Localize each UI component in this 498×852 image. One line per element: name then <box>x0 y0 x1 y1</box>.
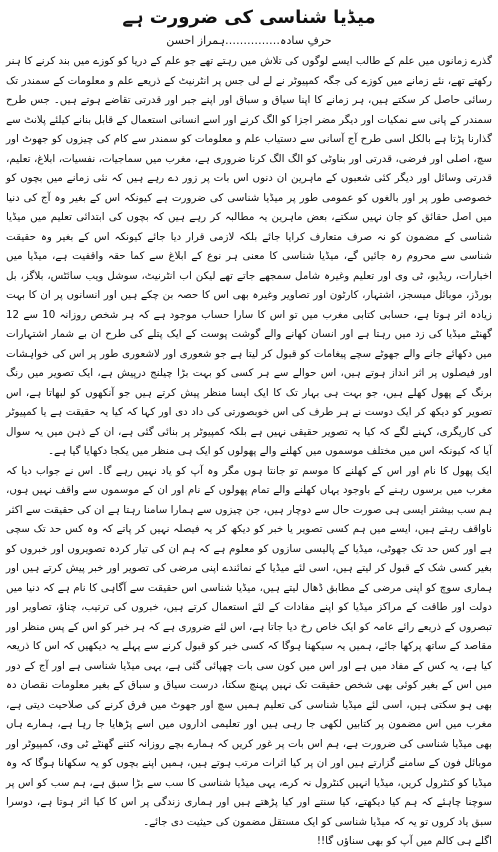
article-closing: اگلے ہی کالم میں آپ کو بھی سناؤں گا!! <box>316 835 492 847</box>
article-paragraph-2: ایک پھول کا نام اور اس کے کھلنے کا موسم تو جانتا ہوں مگر وہ آپ کو یاد نہیں رہے گا۔ اس نے جواب دیا کہ مغرب میں برسوں رہنے کے باوجود یہاں کھلنے والے تمام پھولوں کے نام اور ان کے موسموں سے واقف نہیں ہوں، ہم سب بیشتر ایسی ہی صورت حال سے دوچار ہیں، جن چیزوں سے ہمارا سامنا رہتا ہے ان کی حقیقت سے اکثر ناواقف رہتے ہیں، ایسے میں ہم کسی تصویر یا خبر کو دیکھ کر یہ فیصلہ نہیں کر پاتے کہ وہ کس حد تک سچی ہے اور کس حد تک جھوٹی، میڈیا کے پالیسی سازوں کو معلوم ہے کہ ہم ان کی تیار کردہ تصویروں اور خبروں کو بغیر کسی شک کے قبول کر لیتے ہیں، اسی لئے میڈیا کے نمائندے اپنی مرضی کی تصویر اور خبر پیش کرتے ہیں اور ہماری سوچ کو اپنی مرضی کے مطابق ڈھال لیتے ہیں، میڈیا شناسی اس حقیقت سے آگاہی کا نام ہے کہ دنیا میں دولت اور طاقت کے مراکز میڈیا کو اپنے مفادات کے لئے استعمال کرتے ہیں، خبروں کی ترتیب، چناؤ، تصاویر اور تبصروں کے ذریعے رائے عامہ کو ایک خاص رخ دیا جاتا ہے، اس لئے ضروری ہے کہ ہر خبر کو اس کے پس منظر اور مقاصد کے ساتھ پرکھا جائے، ہمیں یہ سیکھنا ہوگا کہ کسی خبر کو قبول کرنے سے پہلے یہ دیکھیں کہ اس کا ذریعہ کیا ہے، یہ کس کے مفاد میں ہے اور اس میں کون سی بات چھپائی گئی ہے، یہی میڈیا شناسی ہے اور آج کے دور میں اس کے بغیر کوئی بھی شخص حقیقت تک نہیں پہنچ سکتا، درست سیاق و سباق کے بغیر معلومات نقصان دہ بھی ہو سکتی ہیں، اسی لئے میڈیا شناسی کی تعلیم ہمیں سچ اور جھوٹ میں فرق کرنے کی صلاحیت دیتی ہے، مغرب میں اس مضمون پر کتابیں لکھی جا رہی ہیں اور تعلیمی اداروں میں اسے پڑھایا جا رہا ہے، ہمارے ہاں بھی میڈیا شناسی کی ضرورت ہے، ہم اس بات پر غور کریں کہ ہمارے بچے روزانہ کتنے گھنٹے ٹی وی، کمپیوٹر اور موبائل فون کے سامنے گزارتے ہیں اور ان پر کیا اثرات مرتب ہوتے ہیں، ہمیں اپنے بچوں کو یہ سکھانا ہوگا کہ وہ میڈیا کو کنٹرول کریں، میڈیا انہیں کنٹرول نہ کرے، یہی میڈیا شناسی کا سب سے بڑا سبق ہے، ہم سب کو اس پر سوچنا چاہئے کہ ہم کیا دیکھتے، کیا سنتے اور کیا پڑھتے ہیں اور ہماری زندگی پر اس کا کیا اثر ہوتا ہے، دوسرا سبق یاد کروں تو یہ کہ میڈیا شناسی کو ایک مستقل مضمون کی حیثیت دی جائے۔ <box>6 464 492 828</box>
article-byline: حرفِ سادہ……………ہمراز احسن <box>166 34 332 47</box>
article-title: میڈیا شناسی کی ضرورت ہے <box>122 7 376 28</box>
article-paragraph-1: گذرے زمانوں میں علم کے طالب ایسے لوگوں کی تلاش میں رہتے تھے جو علم کے دریا کو کوزے میں بند کرنے کا ہنر رکھتے تھے، نئے زمانے میں کوزے کی جگہ کمپیوٹر نے لے لی جس پر انٹرنیٹ کے ذریعے علم و معلومات کے سمندر تک رسائی حاصل کر سکتے ہیں، ہر زمانے کا اپنا سیاق و سباق اور اپنے جبر اور قدرتی تقاضے ہوتے ہیں۔ جس طرح سمندر کے پانی سے نمکیات اور دیگر مضر اجزا کو الگ کرنے اور اسے انسانی استعمال کے قابل بنانے کیلئے پلانٹ سے گذارنا پڑتا ہے بالکل اسی طرح آج آسانی سے دستیاب علم و معلومات کو سمندر سے کام کی چیزوں کو جھوٹ اور سچ، اصلی اور فرضی، قدرتی اور بناوٹی کو الگ الگ کرنا ضروری ہے، مغرب میں سماجیات، نفسیات، ابلاغ، تعلیم، قدرتی وسائل اور دیگر کئی شعبوں کے ماہرین ان دنوں اس بات پر زور دے رہے ہیں کہ نئی زمانے میں بچوں کو خصوصی طور پر اور بالغوں کو عمومی طور پر میڈیا شناسی کی ضرورت ہے کیونکہ اس کے بغیر وہ آج کی دنیا میں اصل حقائق کو جان نہیں سکتے، بعض ماہرین یہ مطالبہ کر رہے ہیں کہ بچوں کی ابتدائی تعلیم میں میڈیا شناسی کے مضمون کو نہ صرف متعارف کرایا جائے بلکہ لازمی قرار دیا جائے کیونکہ اس کے بغیر وہ حقیقت شناسی سے محروم رہ جائیں گے، میڈیا شناسی کا معنی ہر نوع کے ابلاغ سے کما حقہ واقفیت ہے، میڈیا میں اخبارات، ریڈیو، ٹی وی اور تعلیم وغیرہ شامل سمجھے جاتے تھے لیکن اب انٹرنیٹ، سوشل ویب سائٹس، بلاگز، بل بورڈز، موبائل میسجز، اشتہار، کارٹون اور تصاویر وغیرہ بھی اس کا حصہ بن چکے ہیں اور انسانوں پر ان کا بہت زیادہ اثر ہوتا ہے، حسابی کتابی مغرب میں تو اس کا سارا حساب موجود ہے کہ ہر شخص روزانہ 10 سے 12 گھنٹے میڈیا کی زد میں رہتا ہے اور انسان کھانے والے گوشت پوست کے ایک پتلے کی طرح ان بے شمار اشتہارات میں دکھائے جانے والے جھوٹے سچے پیغامات کو قبول کر لیتا ہے جو شعوری اور لاشعوری طور پر اس کی خواہشات اور فیصلوں پر اثر انداز ہوتے ہیں، اس حوالے سے ہر کسی کو بہت بڑا چیلنج درپیش ہے، ایک تصویر میں رنگ برنگ کے پھول کھلے ہیں، جو بہت ہی بہار تک کا ایک ایسا منظر پیش کرتے ہیں جو آنکھوں کو لبھاتا ہے، اس تصویر کو دیکھ کر ایک دوست نے ہر طرف کی اس خوبصورتی کی داد دی اور کہا کہ کیا یہ حقیقت ہے یا کمپیوٹر کی کاریگری، کہنے لگے کہ کیا یہ تصویر حقیقی نہیں ہے بلکہ کمپیوٹر پر بنائی گئی ہے، ان کے ذہن میں یہ سوال آیا کہ کیونکہ اس میں مختلف موسموں میں کھلنے والے پھولوں کو ایک ہی منظر میں یکجا دکھایا گیا ہے۔ <box>6 55 492 457</box>
